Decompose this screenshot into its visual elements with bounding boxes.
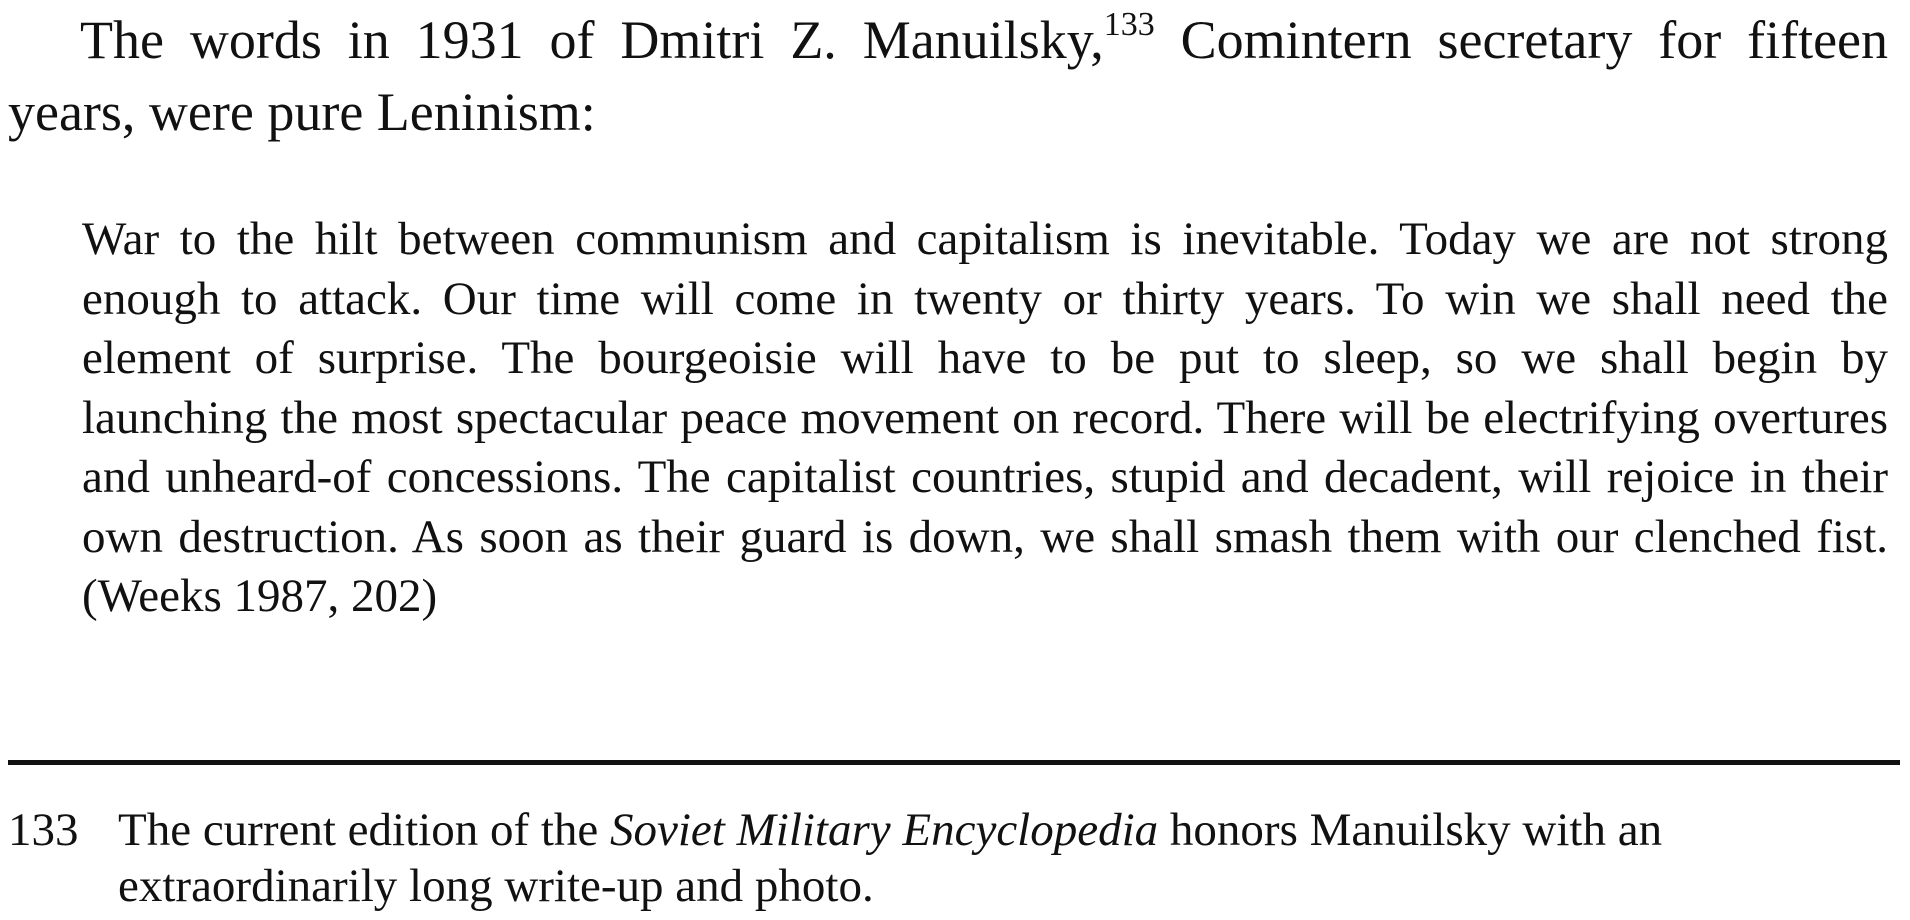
block-quote: War to the hilt between communism and capitalism is inevitable. Today we are not strong enough to attack. Our time will come in twenty or thirty years. To win we shall need the element of surprise. The bourgeoisie will have to be put to sleep, so we shall begin by launching the most spectacular peace movement on record. There will be electrifying overtures and unheard-of concessions. The capitalist countries, stupid and decadent, will rejoice in their own destruction. As soon as their guard is down, we shall smash them with our clenched fist. (Weeks 1987, 202)	[82, 213, 1888, 622]
footnote-text-after: honors Manuilsky with an extraordinarily long write-up and photo.	[118, 804, 1663, 912]
footnote-divider	[8, 760, 1900, 765]
intro-text-after: Comintern secretary for fifteen years, were pure Leninism:	[8, 10, 1889, 142]
footnote-title: Soviet Military Encyclopedia	[610, 804, 1159, 856]
footnote-text	[118, 802, 1888, 914]
intro-paragraph	[8, 4, 1888, 148]
footnote-number: 133	[8, 804, 79, 856]
intro-text-before: The words in 1931 of Dmitri Z. Manuilsky,	[80, 10, 1104, 70]
footnote-text-before: The current edition of the	[118, 804, 611, 856]
footnote-reference: 133	[1103, 6, 1155, 43]
footnote	[8, 802, 1888, 914]
